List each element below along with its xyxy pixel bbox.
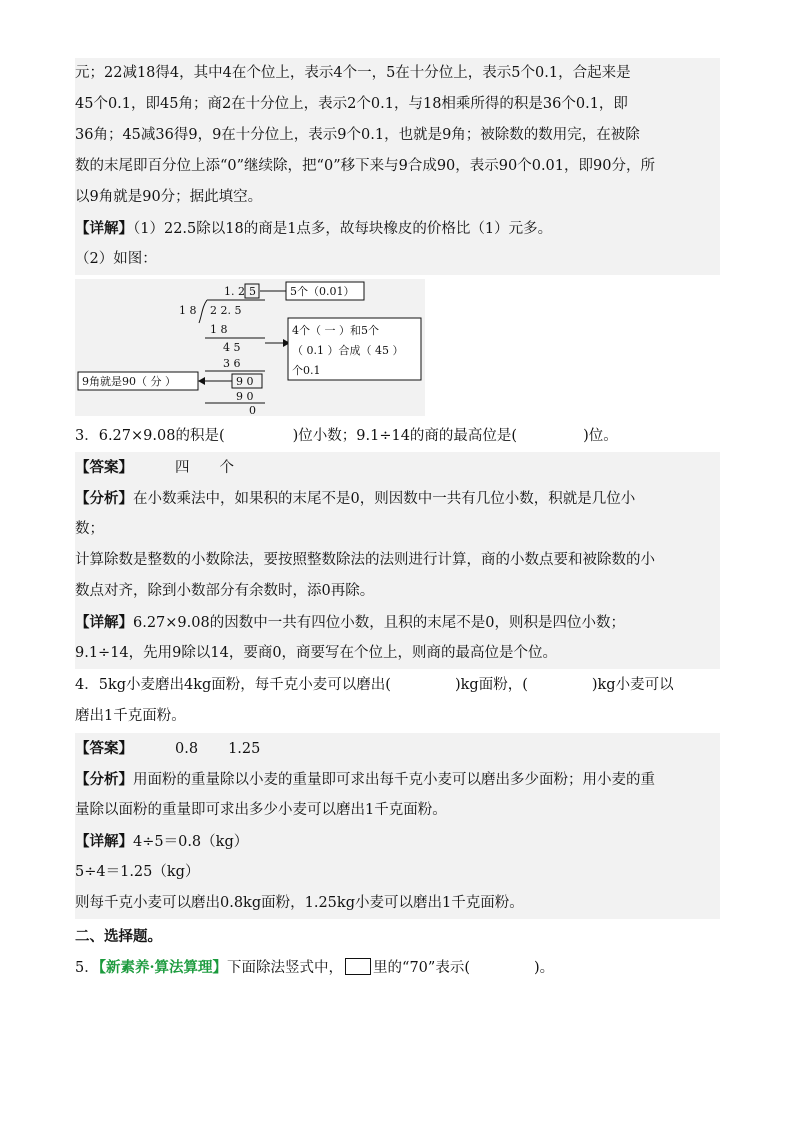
detail-line <box>75 826 720 857</box>
long-division-figure <box>75 279 425 416</box>
callout-1-text: 5个（0.01） <box>290 285 355 298</box>
arrow-head <box>198 377 205 385</box>
detail-line <box>75 607 720 638</box>
section-heading: 二、选择题。 <box>75 928 162 945</box>
subtract-1-text: 1 8 <box>210 323 228 336</box>
text-line: 磨出1千克面粉。 <box>75 708 186 724</box>
detail-tag: 【详解】 <box>75 220 133 237</box>
question-5-text: 下面除法竖式中， <box>227 960 344 976</box>
text-line: 5÷4＝1.25（kg） <box>75 857 720 888</box>
text-line: 45个0.1，即45角；商2在十分位上，表示2个0.1，与18相乘所得的积是36个0.1，即 <box>75 89 720 120</box>
question-5-text: 里的“70”表示( <box>373 960 470 976</box>
remainder-1-text: 4 5 <box>223 341 241 354</box>
callout-3-text: 9角就是90（ 分 ） <box>82 375 176 388</box>
quotient-box-text: 5 <box>249 285 256 298</box>
detail-text: （1）22.5除以18的商是1点多，故每块橡皮的价格比（1）元多。 <box>133 221 553 237</box>
text-line: 数； <box>75 514 720 545</box>
analysis-text: 用面粉的重量除以小麦的重量即可求出每千克小麦可以磨出多少面粉；用小麦的重 <box>133 772 655 788</box>
detail-text: 6.27×9.08的因数中一共有四位小数，且积的末尾不是0，则积是四位小数； <box>133 615 625 631</box>
question-4-text: )kg小麦可以 <box>591 677 674 693</box>
text-line: （2）如图： <box>75 244 720 275</box>
question-4-text: 4．5kg小麦磨出4kg面粉，每千克小麦可以磨出( <box>75 677 391 693</box>
division-bracket <box>199 300 207 323</box>
text-line: 以9角就是90分；据此填空。 <box>75 182 720 213</box>
question-3-text: )位小数；9.1÷14的商的最高位是( <box>292 428 518 444</box>
question-5-text: )。 <box>533 960 555 976</box>
callout-2-line-3: 个0.1 <box>292 364 321 377</box>
question-4-text: )kg面粉，( <box>454 677 528 693</box>
question-5-tag: 【新素养·算法算理】 <box>98 959 228 976</box>
question-3-text: 3．6.27×9.08的积是( <box>75 428 225 444</box>
text-line: 数点对齐，除到小数部分有余数时，添0再除。 <box>75 576 720 607</box>
analysis-text: 在小数乘法中，如果积的末尾不是0，则因数中一共有几位小数，积就是几位小 <box>133 491 636 507</box>
text-line: 9.1÷14，先用9除以14，要商0，商要写在个位上，则商的最高位是个位。 <box>75 638 720 669</box>
remainder-2-text: 9 0 <box>236 375 254 388</box>
text-line: 36角；45减36得9，9在十分位上，表示9个0.1，也就是9角；被除数的数用完，在被除 <box>75 120 720 151</box>
answer-line <box>75 733 720 764</box>
answer-line <box>75 452 720 483</box>
detail-text: 4÷5＝0.8（kg） <box>133 834 249 850</box>
analysis-tag: 【分析】 <box>75 490 133 507</box>
text-line: 数的末尾即百分位上添“0”继续除，把“0”移下来与9合成90，表示90个0.01，即90分，所 <box>75 151 720 182</box>
detail-line <box>75 213 720 244</box>
detail-tag: 【详解】 <box>75 614 133 631</box>
divisor-text: 1 8 <box>179 304 197 317</box>
subtract-3-text: 9 0 <box>236 390 254 403</box>
detail-tag: 【详解】 <box>75 833 133 850</box>
answer-tag: 【答案】 <box>75 740 133 757</box>
quotient-text: 1. 2 <box>224 285 245 298</box>
question-4 <box>75 670 720 701</box>
answer-value: 个 <box>219 460 234 476</box>
text-line: 量除以面粉的重量即可求出多少小麦可以磨出1千克面粉。 <box>75 795 720 826</box>
dividend-text: 2 2. 5 <box>210 304 242 317</box>
answer-value: 1.25 <box>228 741 261 757</box>
answer-value: 0.8 <box>175 741 199 757</box>
subtract-2-text: 3 6 <box>223 357 241 370</box>
final-remainder-text: 0 <box>249 404 256 416</box>
answer-tag: 【答案】 <box>75 459 133 476</box>
question-5-number: 5． <box>75 960 99 976</box>
callout-2-line-2: （ 0.1 ）合成（ 45 ） <box>292 344 404 357</box>
question-3-text: )位。 <box>583 428 618 444</box>
analysis-line <box>75 483 720 514</box>
callout-2-line-1: 4个（ 一 ）和5个 <box>292 324 379 337</box>
answer-value: 四 <box>175 460 190 476</box>
analysis-tag: 【分析】 <box>75 771 133 788</box>
question-5 <box>75 952 720 983</box>
text-line: 元；22减18得4，其中4在个位上，表示4个一，5在十分位上，表示5个0.1，合起来是 <box>75 58 720 89</box>
question-3 <box>75 421 720 452</box>
analysis-line <box>75 764 720 795</box>
blank-box-icon <box>345 958 371 975</box>
text-line: 计算除数是整数的小数除法，要按照整数除法的法则进行计算，商的小数点要和被除数的小 <box>75 545 720 576</box>
text-line: 则每千克小麦可以磨出0.8kg面粉，1.25kg小麦可以磨出1千克面粉。 <box>75 888 720 919</box>
